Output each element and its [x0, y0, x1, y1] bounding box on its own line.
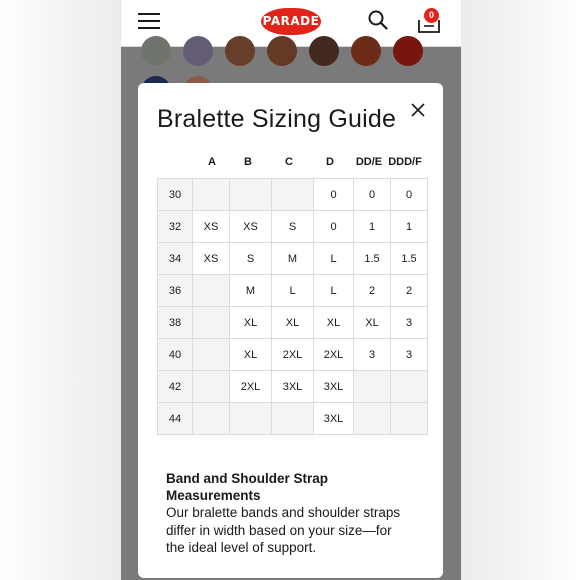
size-cell: 1.5	[391, 243, 428, 275]
size-cell	[391, 371, 428, 403]
size-cell: 1	[391, 211, 428, 243]
size-cell: 2XL	[230, 371, 272, 403]
size-cell: 2	[391, 275, 428, 307]
sizing-table	[157, 178, 428, 435]
size-cell	[230, 179, 272, 211]
section-heading: Band and Shoulder Strap Measurements	[166, 471, 329, 503]
table-row	[158, 339, 428, 371]
bag-count-badge: 0	[424, 8, 439, 23]
size-cell: XL	[230, 307, 272, 339]
size-cell: 3	[391, 339, 428, 371]
size-cell	[193, 403, 230, 435]
size-cell	[193, 179, 230, 211]
blurred-background-right	[460, 0, 580, 580]
size-cell: S	[230, 243, 272, 275]
size-cell	[272, 403, 314, 435]
cup-header: C	[285, 156, 293, 168]
table-row	[158, 211, 428, 243]
size-cell: XS	[193, 243, 230, 275]
cup-header: DDD/F	[388, 156, 422, 168]
size-cell: 1	[354, 211, 391, 243]
table-row	[158, 307, 428, 339]
blurred-background-left	[0, 0, 120, 580]
color-swatch[interactable]	[183, 36, 213, 66]
size-cell: XS	[230, 211, 272, 243]
table-row	[158, 403, 428, 435]
color-swatch-strip	[121, 46, 461, 86]
shopping-bag-button[interactable]	[415, 6, 443, 34]
size-cell	[193, 275, 230, 307]
size-cell: M	[272, 243, 314, 275]
cup-header: A	[208, 156, 216, 168]
color-swatch[interactable]	[141, 36, 171, 66]
band-size-cell: 38	[158, 307, 193, 339]
size-cell: XL	[272, 307, 314, 339]
size-cell	[193, 307, 230, 339]
size-cell: L	[272, 275, 314, 307]
band-size-cell: 42	[158, 371, 193, 403]
color-swatch[interactable]	[225, 36, 255, 66]
size-cell: M	[230, 275, 272, 307]
band-size-cell: 36	[158, 275, 193, 307]
size-cell: XL	[314, 307, 354, 339]
close-icon[interactable]	[408, 100, 428, 120]
color-swatch[interactable]	[351, 36, 381, 66]
modal-title: Bralette Sizing Guide	[157, 105, 397, 133]
table-row	[158, 371, 428, 403]
size-cell	[193, 339, 230, 371]
parade-logo[interactable]: PARADE	[261, 8, 321, 35]
size-cell	[272, 179, 314, 211]
size-cell	[354, 403, 391, 435]
cup-header: DD/E	[355, 156, 383, 168]
band-size-cell: 44	[158, 403, 193, 435]
size-cell: 3XL	[314, 403, 354, 435]
size-cell: L	[314, 275, 354, 307]
size-cell	[391, 403, 428, 435]
size-cell: 2	[354, 275, 391, 307]
size-cell: 3XL	[314, 371, 354, 403]
band-size-cell: 34	[158, 243, 193, 275]
size-cell	[193, 371, 230, 403]
mobile-viewport	[121, 0, 461, 580]
size-cell: 0	[314, 211, 354, 243]
cup-header: B	[244, 156, 252, 168]
size-cell: 2XL	[314, 339, 354, 371]
size-cell: XS	[193, 211, 230, 243]
size-cell: 0	[391, 179, 428, 211]
size-cell: 1.5	[354, 243, 391, 275]
table-row	[158, 275, 428, 307]
size-cell: XL	[354, 307, 391, 339]
section-description: Our bralette bands and shoulder straps differ in width based on your size—for the ideal level of support.	[166, 505, 401, 555]
sizing-guide-modal	[138, 83, 443, 578]
color-swatch[interactable]	[309, 36, 339, 66]
cup-header: D	[326, 156, 334, 168]
color-swatch[interactable]	[267, 36, 297, 66]
size-cell: 0	[314, 179, 354, 211]
size-cell	[230, 403, 272, 435]
size-cell: S	[272, 211, 314, 243]
size-cell: 3	[354, 339, 391, 371]
table-row	[158, 179, 428, 211]
hamburger-menu-icon[interactable]	[138, 12, 160, 30]
size-cell: 2XL	[272, 339, 314, 371]
size-cell: XL	[230, 339, 272, 371]
band-size-cell: 30	[158, 179, 193, 211]
size-cell	[354, 371, 391, 403]
size-cell: 0	[354, 179, 391, 211]
size-cell: L	[314, 243, 354, 275]
table-row	[158, 243, 428, 275]
size-cell: 3XL	[272, 371, 314, 403]
size-cell: 3	[391, 307, 428, 339]
search-icon[interactable]	[367, 9, 389, 31]
band-size-cell: 40	[158, 339, 193, 371]
color-swatch[interactable]	[393, 36, 423, 66]
band-size-cell: 32	[158, 211, 193, 243]
